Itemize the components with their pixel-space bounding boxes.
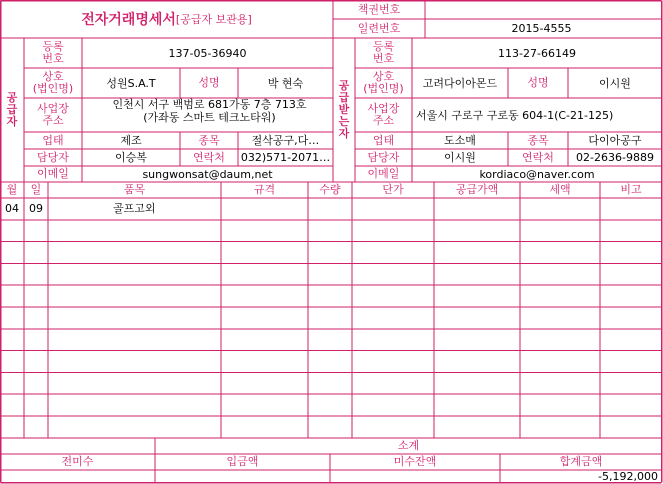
table-cell bbox=[520, 285, 600, 307]
receiver-item-value: 다이아공구 bbox=[588, 134, 642, 147]
supplier-item-label: 종목 bbox=[198, 133, 220, 147]
table-cell bbox=[221, 394, 308, 416]
serial-number-value: 2015-4555 bbox=[511, 22, 572, 35]
table-header-cell: 세액 bbox=[549, 183, 571, 196]
table-cell bbox=[434, 198, 520, 220]
table-header-cell: 월 bbox=[6, 183, 18, 196]
table-header-cell: 단가 bbox=[382, 183, 404, 196]
footer-value bbox=[330, 470, 500, 483]
table-cell bbox=[48, 263, 221, 285]
table-cell bbox=[0, 285, 24, 307]
table-cell bbox=[520, 351, 600, 373]
table-header-cell: 품목 bbox=[123, 183, 146, 196]
supplier-reg-label-line: 등록 bbox=[42, 40, 64, 53]
table-cell bbox=[434, 242, 520, 264]
table-cell bbox=[24, 307, 48, 329]
table-header-cell: 규격 bbox=[253, 183, 276, 196]
receiver-side-label-line: 받 bbox=[338, 103, 350, 116]
table-cell bbox=[352, 394, 434, 416]
table-cell bbox=[0, 220, 24, 242]
receiver-reg-label-line: 번호 bbox=[372, 52, 395, 65]
receiver-side-label bbox=[333, 38, 355, 182]
table-cell bbox=[520, 394, 600, 416]
receiver-rep-value: 이시원 bbox=[599, 76, 631, 90]
table-cell bbox=[0, 307, 24, 329]
receiver-item-label: 종목 bbox=[527, 133, 549, 147]
receiver-contact-label: 연락처 bbox=[522, 150, 554, 164]
table-cell bbox=[308, 198, 352, 220]
table-cell bbox=[434, 307, 520, 329]
table-cell bbox=[434, 285, 520, 307]
table-cell bbox=[24, 263, 48, 285]
table-cell bbox=[221, 329, 308, 351]
table-cell bbox=[520, 329, 600, 351]
table-cell bbox=[520, 416, 600, 438]
table-cell: 09 bbox=[29, 202, 43, 216]
table-cell bbox=[520, 220, 600, 242]
serial-number-label: 일련번호 bbox=[357, 21, 401, 35]
table-cell bbox=[0, 242, 24, 264]
table-cell: 04 bbox=[5, 202, 19, 216]
table-cell bbox=[221, 263, 308, 285]
supplier-biz-label: 업태 bbox=[42, 133, 64, 147]
table-cell bbox=[24, 220, 48, 242]
table-cell bbox=[0, 351, 24, 373]
table-cell bbox=[48, 220, 221, 242]
receiver-addr-label-line: 사업장 bbox=[367, 102, 400, 115]
table-cell bbox=[352, 372, 434, 394]
table-header-cell: 일 bbox=[30, 183, 42, 196]
receiver-biz-value: 도소매 bbox=[444, 134, 476, 147]
table-cell: 골프고외 bbox=[113, 202, 156, 216]
table-cell bbox=[434, 263, 520, 285]
supplier-name-label bbox=[24, 68, 82, 98]
subtitle-text: [공급자 보관용] bbox=[175, 13, 252, 26]
footer-label: 합계금액 bbox=[559, 454, 603, 468]
table-header-cell: 비고 bbox=[620, 183, 642, 196]
supplier-name-label-line: (법인명) bbox=[32, 82, 74, 95]
table-cell bbox=[352, 285, 434, 307]
table-cell bbox=[600, 242, 662, 264]
receiver-manager-value: 이시원 bbox=[444, 151, 476, 164]
supplier-side-label-line: 공 bbox=[6, 91, 18, 104]
supplier-email-label: 이메일 bbox=[37, 167, 69, 180]
table-cell bbox=[520, 372, 600, 394]
table-cell bbox=[308, 394, 352, 416]
supplier-rep-label: 성명 bbox=[198, 76, 220, 89]
book-number-label: 책권번호 bbox=[357, 2, 401, 16]
table-cell bbox=[221, 351, 308, 373]
table-cell bbox=[600, 394, 662, 416]
document-title bbox=[0, 0, 333, 38]
table-cell bbox=[600, 263, 662, 285]
receiver-name-label-line: (법인명) bbox=[363, 82, 404, 95]
receiver-manager-label: 담당자 bbox=[367, 150, 400, 164]
table-cell bbox=[221, 220, 308, 242]
table-cell bbox=[24, 242, 48, 264]
table-cell bbox=[48, 242, 221, 264]
supplier-item-value: 절삭공구,다… bbox=[251, 134, 320, 147]
table-cell bbox=[520, 263, 600, 285]
table-cell bbox=[48, 372, 221, 394]
table-cell bbox=[520, 307, 600, 329]
footer-value bbox=[0, 470, 155, 483]
supplier-addr-label-line: 사업장 bbox=[37, 102, 69, 115]
footer-label: 전미수 bbox=[61, 454, 94, 468]
table-cell bbox=[308, 372, 352, 394]
supplier-side-label bbox=[0, 38, 24, 182]
footer-label: 입금액 bbox=[226, 454, 259, 468]
table-cell bbox=[352, 329, 434, 351]
table-cell bbox=[24, 329, 48, 351]
table-cell bbox=[352, 307, 434, 329]
table-cell bbox=[221, 416, 308, 438]
table-cell bbox=[434, 351, 520, 373]
supplier-biz-value: 제조 bbox=[120, 134, 142, 147]
title-text: 전자거래명세서 bbox=[81, 12, 176, 28]
table-cell bbox=[24, 285, 48, 307]
supplier-manager-label: 담당자 bbox=[37, 150, 69, 164]
receiver-email-value: kordiaco@naver.com bbox=[479, 167, 595, 181]
supplier-side-label-line: 자 bbox=[6, 115, 18, 128]
table-cell bbox=[0, 263, 24, 285]
receiver-addr-label-line: 주소 bbox=[372, 114, 395, 127]
table-header-cell: 수량 bbox=[319, 183, 341, 196]
table-cell bbox=[600, 351, 662, 373]
table-cell bbox=[48, 329, 221, 351]
table-cell bbox=[221, 307, 308, 329]
table-cell bbox=[434, 220, 520, 242]
table-cell bbox=[308, 263, 352, 285]
footer-label: 미수잔액 bbox=[393, 454, 437, 468]
supplier-addr-value-line: 인천시 서구 백범로 681가동 7층 713호 bbox=[112, 98, 307, 111]
table-cell bbox=[308, 416, 352, 438]
table-cell bbox=[221, 285, 308, 307]
receiver-rep-label: 성명 bbox=[527, 76, 549, 89]
table-cell bbox=[308, 220, 352, 242]
table-header-cell: 공급가액 bbox=[455, 183, 499, 196]
table-cell bbox=[308, 329, 352, 351]
receiver-addr-label bbox=[355, 98, 412, 132]
supplier-name-label-line: 상호 bbox=[42, 70, 64, 83]
table-cell bbox=[0, 372, 24, 394]
book-number-value bbox=[425, 0, 662, 19]
table-cell bbox=[352, 198, 434, 220]
supplier-name-value: 성원S.A.T bbox=[106, 76, 156, 90]
supplier-addr-label-line: 주소 bbox=[42, 114, 64, 127]
receiver-contact-value: 02-2636-9889 bbox=[576, 151, 654, 164]
supplier-email-value: sungwonsat@daum,net bbox=[142, 167, 273, 181]
supplier-addr-label bbox=[24, 98, 82, 132]
table-cell bbox=[0, 394, 24, 416]
table-cell bbox=[48, 285, 221, 307]
receiver-reg-value: 113-27-66149 bbox=[498, 46, 576, 60]
footer-value bbox=[155, 470, 330, 483]
table-cell bbox=[308, 351, 352, 373]
table-cell bbox=[308, 242, 352, 264]
table-cell bbox=[434, 372, 520, 394]
table-cell bbox=[221, 198, 308, 220]
receiver-reg-label-line: 등록 bbox=[372, 40, 395, 53]
table-cell bbox=[48, 351, 221, 373]
receiver-side-label-line: 공 bbox=[338, 79, 350, 92]
receiver-reg-label bbox=[355, 38, 412, 68]
table-cell bbox=[221, 242, 308, 264]
table-cell bbox=[308, 285, 352, 307]
table-cell bbox=[48, 394, 221, 416]
receiver-biz-label: 업태 bbox=[372, 133, 395, 147]
table-cell bbox=[352, 220, 434, 242]
table-cell bbox=[600, 220, 662, 242]
receiver-name-value: 고려다이아몬드 bbox=[422, 76, 498, 90]
table-cell bbox=[24, 394, 48, 416]
receiver-side-label-line: 급 bbox=[338, 91, 350, 104]
table-cell bbox=[600, 307, 662, 329]
table-cell bbox=[48, 307, 221, 329]
supplier-rep-value: 박 현숙 bbox=[267, 76, 304, 90]
table-cell bbox=[24, 351, 48, 373]
table-cell bbox=[434, 416, 520, 438]
table-cell bbox=[434, 329, 520, 351]
table-cell bbox=[600, 329, 662, 351]
table-cell bbox=[600, 372, 662, 394]
supplier-reg-label-line: 번호 bbox=[42, 52, 64, 65]
receiver-side-label-line: 자 bbox=[338, 127, 350, 140]
table-cell bbox=[520, 198, 600, 220]
supplier-manager-value: 이승복 bbox=[115, 151, 147, 164]
supplier-reg-label bbox=[24, 38, 82, 68]
supplier-addr-value bbox=[82, 98, 333, 132]
table-cell bbox=[352, 416, 434, 438]
supplier-reg-value: 137-05-36940 bbox=[168, 46, 247, 60]
table-cell bbox=[221, 372, 308, 394]
table-cell bbox=[308, 307, 352, 329]
table-cell bbox=[352, 263, 434, 285]
supplier-contact-value: 032)571-2071… bbox=[240, 151, 331, 164]
table-cell bbox=[352, 351, 434, 373]
receiver-addr-value: 서울시 구로구 구로동 604-1(C-21-125) bbox=[416, 108, 614, 122]
table-cell bbox=[352, 242, 434, 264]
receiver-side-label-line: 는 bbox=[338, 115, 350, 128]
table-cell bbox=[520, 242, 600, 264]
table-cell bbox=[600, 285, 662, 307]
table-cell bbox=[434, 394, 520, 416]
receiver-name-label-line: 상호 bbox=[372, 70, 395, 83]
table-cell bbox=[0, 329, 24, 351]
supplier-contact-label: 연락처 bbox=[193, 150, 225, 164]
table-cell bbox=[48, 416, 221, 438]
supplier-addr-value-line: (가좌동 스마트 테크노타워) bbox=[143, 111, 276, 124]
table-cell bbox=[24, 372, 48, 394]
footer-value: -5,192,000 bbox=[598, 469, 658, 483]
receiver-name-label bbox=[355, 68, 412, 98]
receiver-email-label: 이메일 bbox=[367, 167, 400, 180]
table-cell bbox=[600, 416, 662, 438]
subtotal-label: 소계 bbox=[397, 438, 420, 452]
table-cell bbox=[24, 416, 48, 438]
table-cell bbox=[600, 198, 662, 220]
supplier-side-label-line: 급 bbox=[6, 103, 18, 116]
table-cell bbox=[0, 416, 24, 438]
